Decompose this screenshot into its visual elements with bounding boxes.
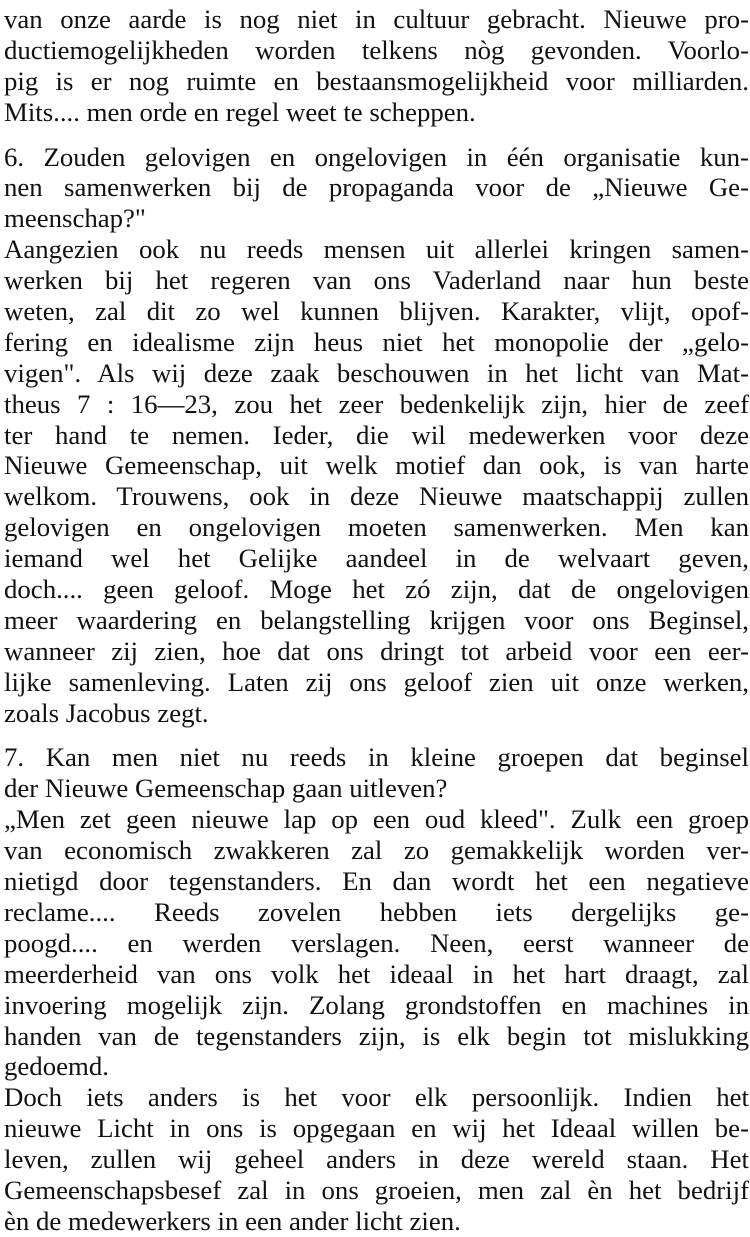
- text-line: meerderheid van ons volk het ideaal in het hart draagt, zal: [4, 958, 749, 989]
- paragraph-intro: [4, 4, 749, 128]
- text-line: Aangezien ook nu reeds mensen uit allerlei kringen samen-: [4, 234, 749, 265]
- text-line: gelovigen en ongelovigen moeten samenwerken. Men kan: [4, 512, 749, 543]
- text-line: gedoemd.: [4, 1051, 109, 1082]
- text-line: 7. Kan men niet nu reeds in kleine groepen dat beginsel: [4, 742, 749, 773]
- text-line: ductiemogelijkheden worden telkens nòg gevonden. Voorlo-: [4, 34, 749, 65]
- text-line: èn de medewerkers in een ander licht zien.: [4, 1205, 461, 1236]
- text-line: Mits.... men orde en regel weet te scheppen.: [4, 96, 476, 127]
- answer-7-continued: [4, 1082, 749, 1236]
- text-line: Nieuwe Gemeenschap, uit welk motief dan ook, is van harte: [4, 450, 749, 481]
- text-line: fering en idealisme zijn heus niet het monopolie der „gelo-: [4, 326, 749, 357]
- answer-7: [4, 804, 749, 1082]
- text-line: werken bij het regeren van ons Vaderland naar hun beste: [4, 265, 749, 296]
- text-line: nen samenwerken bij de propaganda voor de „Nieuwe Ge-: [4, 172, 749, 203]
- text-line: zoals Jacobus zegt.: [4, 697, 209, 728]
- text-line: van onze aarde is nog niet in cultuur gebracht. Nieuwe pro-: [4, 4, 749, 34]
- paragraph-gap: [4, 128, 749, 142]
- paragraph-gap: [4, 728, 749, 742]
- text-line: Doch iets anders is het voor elk persoonlijk. Indien het: [4, 1082, 749, 1113]
- text-line: lijke samenleving. Laten zij ons geloof zien uit onze werken,: [4, 666, 749, 697]
- text-line: 6. Zouden gelovigen en ongelovigen in één organisatie kun-: [4, 141, 749, 172]
- text-line: welkom. Trouwens, ook in deze Nieuwe maatschappij zullen: [4, 481, 749, 512]
- text-line: meenschap?": [4, 203, 146, 234]
- text-line: van economisch zwakkeren zal zo gemakkelijk worden ver-: [4, 835, 749, 866]
- answer-6: [4, 234, 749, 728]
- document-page: [4, 4, 749, 1237]
- question-7: [4, 742, 749, 804]
- text-line: handen van de tegenstanders zijn, is elk begin tot mislukking: [4, 1020, 749, 1051]
- text-line: reclame.... Reeds zovelen hebben iets dergelijks ge-: [4, 896, 749, 927]
- question-6: [4, 142, 749, 235]
- text-line: pig is er nog ruimte en bestaansmogelijkheid voor milliarden.: [4, 65, 749, 96]
- text-line: theus 7 : 16—23, zou het zeer bedenkelijk zijn, hier de zeef: [4, 388, 749, 419]
- text-line: „Men zet geen nieuwe lap op een oud kleed". Zulk een groep: [4, 804, 749, 835]
- text-line: nietigd door tegenstanders. En dan wordt het een negatieve: [4, 866, 749, 897]
- text-line: nieuwe Licht in ons is opgegaan en wij het Ideaal willen be-: [4, 1113, 749, 1144]
- text-line: Gemeenschapsbesef zal in ons groeien, men zal èn het bedrijf: [4, 1174, 749, 1205]
- text-line: poogd.... en werden verslagen. Neen, eerst wanneer de: [4, 927, 749, 958]
- text-line: wanneer zij zien, hoe dat ons dringt tot arbeid voor een eer-: [4, 635, 749, 666]
- text-line: meer waardering en belangstelling krijgen voor ons Beginsel,: [4, 604, 749, 635]
- text-line: ter hand te nemen. Ieder, die wil medewerken voor deze: [4, 419, 749, 450]
- text-line: iemand wel het Gelijke aandeel in de welvaart geven,: [4, 543, 749, 574]
- text-line: doch.... geen geloof. Moge het zó zijn, dat de ongelovigen: [4, 574, 749, 605]
- text-line: vigen". Als wij deze zaak beschouwen in het licht van Mat-: [4, 357, 749, 388]
- text-line: leven, zullen wij geheel anders in deze wereld staan. Het: [4, 1144, 749, 1175]
- text-line: weten, zal dit zo wel kunnen blijven. Karakter, vlijt, opof-: [4, 296, 749, 327]
- text-line: der Nieuwe Gemeenschap gaan uitleven?: [4, 773, 448, 804]
- text-line: invoering mogelijk zijn. Zolang grondstoffen en machines in: [4, 989, 749, 1020]
